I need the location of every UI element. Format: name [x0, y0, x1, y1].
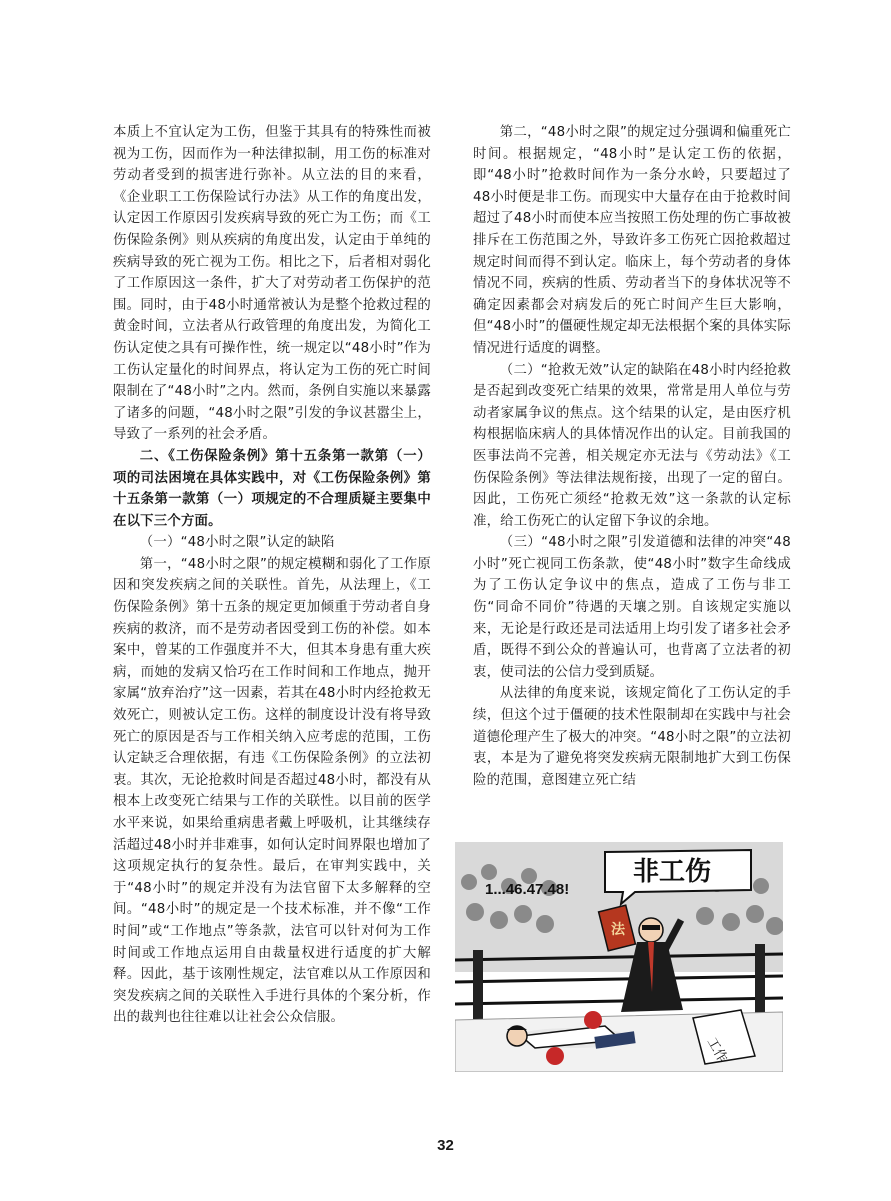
cartoon-svg: [455, 842, 783, 1072]
left-paragraph-1: 本质上不宜认定为工伤，但鉴于其具有的特殊性而被视为工伤，因而作为一种法律拟制，用工伤的标准对劳动者受到的损害进行弥补。从立法的目的来看，《企业职工工伤保险试行办法》从工作的角度出发，认定因工作原因引发疾病导致的死亡为工伤；而《工伤保险条例》则从疾病的角度出发，认定由于单纯的疾病导致的死亡视为工伤。相比之下，后者相对弱化了工作原因这一条件，扩大了对劳动者工伤保护的范围。同时，由于48小时通常被认为是整个抢救过程的黄金时间，立法者从行政管理的角度出发，为简化工伤认定使之具有可操作性，统一规定以“48小时”作为工伤认定量化的时间界点，将认定为工伤的死亡时间限制在了“48小时”之内。然而，条例自实施以来暴露了诸多的问题，“48小时之限”引发的争议甚嚣尘上，导致了一系列的社会矛盾。: [113, 125, 431, 443]
ring-post-left: [473, 950, 483, 1022]
right-paragraph-3: （三）“48小时之限”引发道德和法律的冲突“48小时”死亡视同工伤条款，使“48小时”数字生命线成为了工伤认定争议中的焦点，造成了工伤与非工伤“同命不同价”待遇的天壤之别。自该规定实施以来，无论是行政还是司法适用上均引发了诸多社会矛盾，既得不到公众的普遍认可，也背离了立法者的初衷，使司法的公信力受到质疑。: [473, 535, 791, 680]
left-paragraph-2: 第一，“48小时之限”的规定模糊和弱化了工作原因和突发疾病之间的关联性。首先，从法理上，《工伤保险条例》第十五条的规定更加倾重于劳动者自身疾病的救济，而不是劳动者因受到工伤的补偿。如本案中，曾某的工作强度并不大，但其本身患有重大疾病，而她的发病又恰巧在工作时间和工作地点，抛开家属“放弃治疗”这一因素，若其在48小时内经抢救无效死亡，则被认定工伤。这样的制度设计没有将导致死亡的原因是否与工作相关纳入应考虑的范围，工伤认定缺乏合理依据，有违《工伤保险条例》的立法初衷。其次，无论抢救时间是否超过48小时，都没有从根本上改变死亡结果与工作的关联性。以目前的医学水平来说，如果给重病患者戴上呼吸机，让其继续存活超过48小时并非难事，如何认定时间界限也增加了这项规定执行的复杂性。最后，在审判实践中，关于“48小时”的规定并没有为法官留下太多解释的空间。“48小时”的规定是一个技术标准，并不像“工作时间”或“工作地点”等条款，法官可以针对何为工作时间或工作地点运用自由裁量权进行适度的扩大解释。因此，基于该刚性规定，法官难以从工作原因和突发疾病之间的关联性入手进行具体的个案分析，作出的裁判也往往难以让社会公众信服。: [113, 556, 431, 1026]
section-heading: 二、《工伤保险条例》第十五条第一款第（一）项的司法困境在具体实践中，对《工伤保险条例》第十五条第一款第（一）项规定的不合理质疑主要集中在以下三个方面。: [113, 448, 431, 529]
subsection-heading-1: （一）“48小时之限”认定的缺陷: [139, 535, 335, 551]
right-column: [473, 122, 791, 791]
boxing-glove-right: [584, 1011, 602, 1029]
law-book-label: 法: [611, 922, 625, 938]
cartoon-illustration: [455, 842, 783, 1072]
work-papers-label: 工作: [703, 1035, 730, 1066]
right-paragraph-2: （二）“抢救无效”认定的缺陷在48小时内经抢救是否起到改变死亡结果的效果，常常是用人单位与劳动者家属争议的焦点。这个结果的认定，是由医疗机构根据临床病人的具体情况作出的认定。目前我国的医事法尚不完善，相关规定亦无法与《劳动法》《工伤保险条例》等法律法规衔接，出现了一定的留白。因此，工伤死亡须经“抢救无效”这一条款的认定标准，给工伤死亡的认定留下争议的余地。: [473, 362, 791, 529]
right-paragraph-4: 从法律的角度来说，该规定简化了工伤认定的手续，但这个过于僵硬的技术性限制却在实践中与社会道德伦理产生了极大的冲突。“48小时之限”的立法初衷，本是为了避免将突发疾病无限制地扩大到工伤保险的范围，意图建立死亡结: [473, 686, 791, 788]
right-paragraph-1: 第二，“48小时之限”的规定过分强调和偏重死亡时间。根据规定，“48小时”是认定工伤的依据，即“48小时”抢救时间作为一条分水岭，只要超过了48小时便是非工伤。而现实中大量存在由于抢救时间超过了48小时而使本应当按照工伤处理的伤亡事故被排斥在工伤范围之外，导致许多工伤死亡因抢救超过规定时间而得不到认定。临床上，每个劳动者的身体情况不同，疾病的性质、劳动者当下的身体状况等不确定因素都会对病发后的死亡时间产生巨大影响，但“48小时”的僵硬性规定却无法根据个案的具体实际情况进行适度的调整。: [473, 125, 791, 356]
bubble-text: 非工伤: [633, 857, 712, 887]
boxing-glove-left: [546, 1047, 564, 1065]
page-number: 32: [437, 1137, 454, 1154]
left-column: [113, 122, 431, 1029]
ring-post-right: [755, 944, 765, 1016]
count-text: 1...46.47.48!: [485, 881, 570, 898]
